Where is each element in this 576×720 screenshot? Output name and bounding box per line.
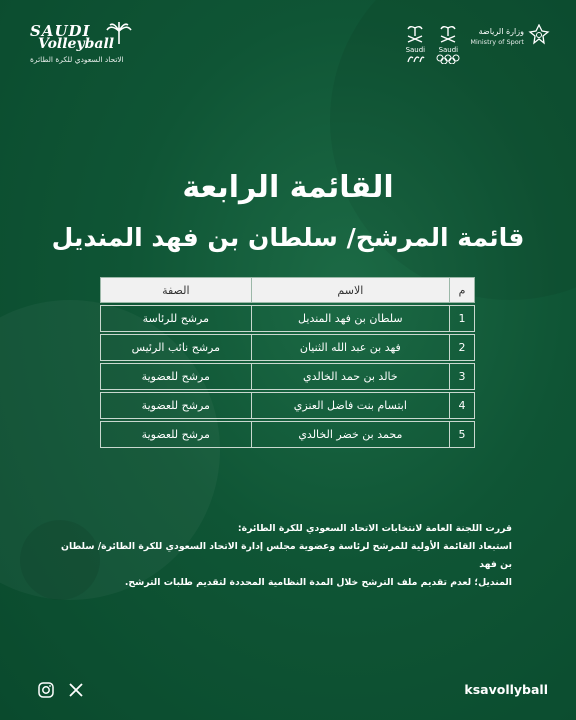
olympic-rings-icon [436, 54, 460, 64]
paralympic-agitos-icon [405, 54, 425, 64]
candidate-role: مرشح للعضوية [101, 393, 252, 419]
notice-line: المنديل؛ لعدم تقديم ملف الترشح خلال المدة النظامية المحددة لتقديم طلبات الترشح. [124, 577, 512, 588]
header-name: الاسم [251, 278, 449, 303]
header-number: م [450, 278, 475, 303]
palm-icon [106, 22, 132, 44]
candidate-name: خالد بن حمد الخالدي [251, 364, 449, 390]
ministry-name-ar: وزارة الرياضة [478, 27, 524, 36]
palm-swords-icon [404, 24, 426, 46]
table-header-row [101, 278, 475, 303]
table-row [101, 393, 475, 419]
candidate-role: مرشح للعضوية [101, 364, 252, 390]
instagram-icon[interactable] [38, 682, 54, 698]
row-number: 1 [450, 306, 475, 332]
table-row [101, 422, 475, 448]
table-row [101, 364, 475, 390]
paralympic-label: Saudi [405, 46, 426, 54]
header-role: الصفة [101, 278, 252, 303]
saudi-olympic-logo [436, 24, 460, 64]
candidate-name: محمد بن خضر الخالدي [251, 422, 449, 448]
page-subtitle: قائمة المرشح/ سلطان بن فهد المنديل [51, 223, 525, 252]
social-handle[interactable]: ksavollyball [464, 682, 548, 697]
candidate-role: مرشح للرئاسة [101, 306, 252, 332]
saudi-volleyball-logo [30, 22, 150, 74]
header [0, 16, 576, 76]
candidate-role: مرشح للعضوية [101, 422, 252, 448]
row-number: 5 [450, 422, 475, 448]
x-icon[interactable] [68, 682, 84, 698]
table-row [101, 306, 475, 332]
row-number: 3 [450, 364, 475, 390]
row-number: 2 [450, 335, 475, 361]
notice-line: قررت اللجنة العامة لانتخابات الاتحاد السعودي للكرة الطائرة: [237, 523, 512, 534]
ministry-text [470, 27, 524, 47]
candidates-table [100, 277, 475, 448]
brand-line1: SAUDI [30, 22, 91, 40]
table-row [101, 335, 475, 361]
brand-line2: Volleyball [38, 36, 115, 52]
notice-line: استبعاد القائمة الأولية للمرشح لرئاسة وعضوية مجلس إدارة الاتحاد السعودي للكرة الطائرة/ سلطان بن فهد [61, 541, 512, 570]
row-number: 4 [450, 393, 475, 419]
social-icons [38, 682, 84, 698]
ministry-name-en: Ministry of Sport [470, 38, 524, 46]
ministry-of-sport-logo [470, 24, 550, 50]
federation-name: الاتحاد السعودي للكرة الطائرة [30, 55, 124, 64]
saudi-paralympic-logo [404, 24, 426, 64]
page-title: القائمة الرابعة [182, 170, 394, 205]
candidate-role: مرشح نائب الرئيس [101, 335, 252, 361]
candidate-name: فهد بن عبد الله الثنيان [251, 335, 449, 361]
candidate-name: ابتسام بنت فاضل العنزي [251, 393, 449, 419]
committee-notice [52, 520, 512, 592]
candidate-name: سلطان بن فهد المنديل [251, 306, 449, 332]
palm-swords-icon [437, 24, 459, 46]
ministry-emblem-icon [528, 24, 550, 50]
partner-logos [404, 24, 550, 64]
olympic-label: Saudi [438, 46, 459, 54]
